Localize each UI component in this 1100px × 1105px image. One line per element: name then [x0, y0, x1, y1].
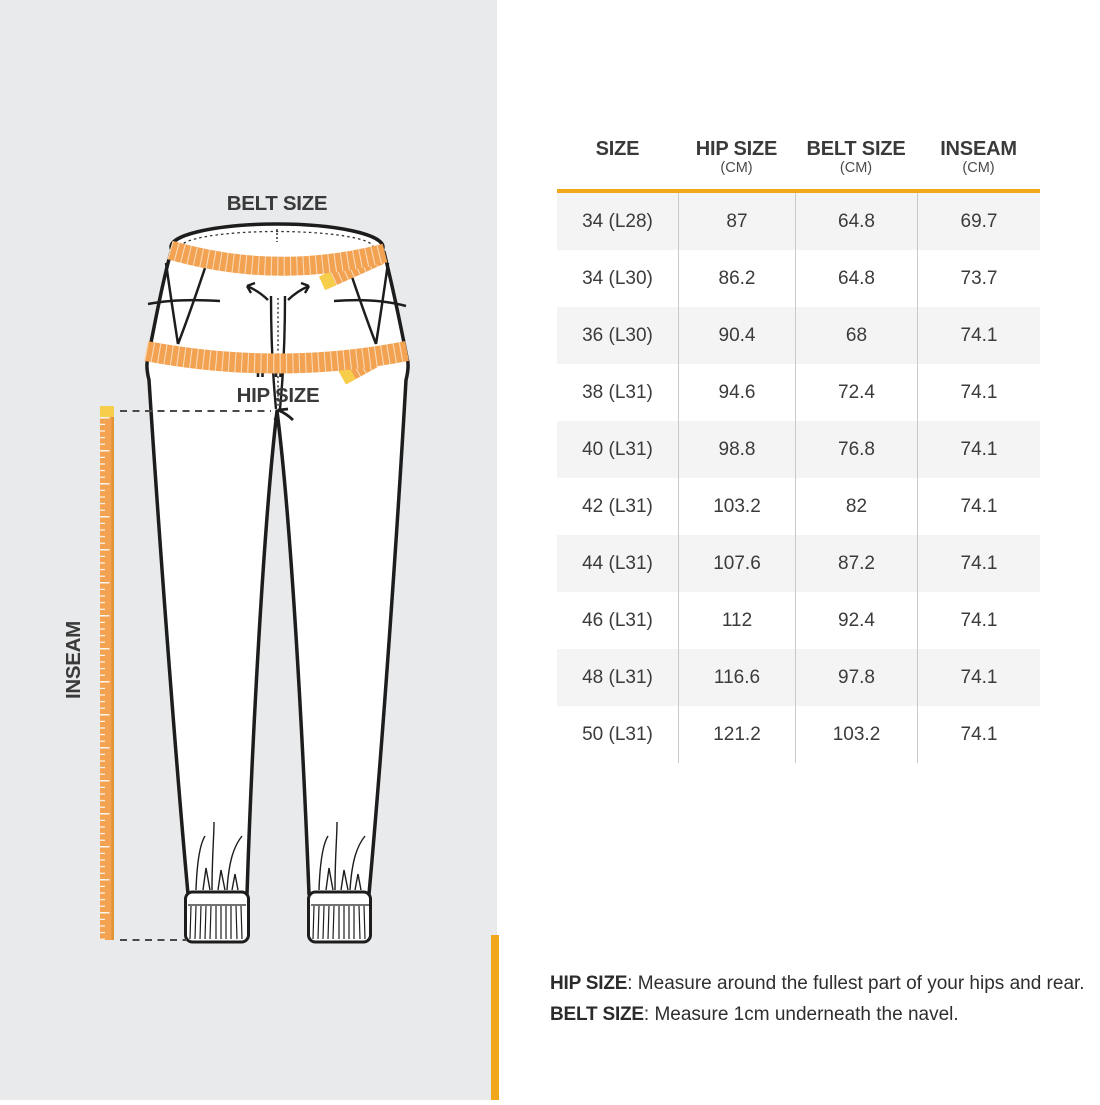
- table-header: [557, 138, 1040, 193]
- header-belt-size: BELT SIZE (CM): [806, 138, 906, 176]
- pants-outline: [147, 224, 408, 942]
- inseam-label: INSEAM: [62, 621, 85, 699]
- belt-size-label: BELT SIZE: [226, 192, 328, 215]
- hip-size-label: HIP SIZE: [236, 384, 320, 407]
- table-row: 42 (L31) 103.2 82 74.1: [557, 478, 1040, 535]
- table-row: 36 (L30) 90.4 68 74.1: [557, 307, 1040, 364]
- table-row: 34 (L28) 87 64.8 69.7: [557, 193, 1040, 250]
- table-row: 44 (L31) 107.6 87.2 74.1: [557, 535, 1040, 592]
- pants-diagram: [0, 0, 497, 1100]
- size-table: [557, 138, 1040, 763]
- table-row: 34 (L30) 86.2 64.8 73.7: [557, 250, 1040, 307]
- measurement-diagram-panel: [0, 0, 497, 1100]
- accent-bar: [491, 935, 499, 1100]
- size-chart-panel: [497, 0, 1100, 1100]
- header-size: SIZE: [595, 138, 640, 160]
- table-row: 38 (L31) 94.6 72.4 74.1: [557, 364, 1040, 421]
- table-body: [557, 193, 1040, 763]
- table-row: 48 (L31) 116.6 97.8 74.1: [557, 649, 1040, 706]
- header-hip-size: HIP SIZE (CM): [695, 138, 778, 176]
- measurement-notes: [550, 968, 1090, 1030]
- table-row: 46 (L31) 112 92.4 74.1: [557, 592, 1040, 649]
- table-row: 50 (L31) 121.2 103.2 74.1: [557, 706, 1040, 763]
- header-inseam: INSEAM (CM): [940, 138, 1017, 176]
- hip-size-note: HIP SIZE: Measure around the fullest part of your hips and rear.: [550, 973, 1085, 994]
- inseam-ruler: [100, 406, 114, 940]
- table-row: 40 (L31) 98.8 76.8 74.1: [557, 421, 1040, 478]
- belt-size-note: BELT SIZE: Measure 1cm underneath the navel.: [550, 1004, 959, 1025]
